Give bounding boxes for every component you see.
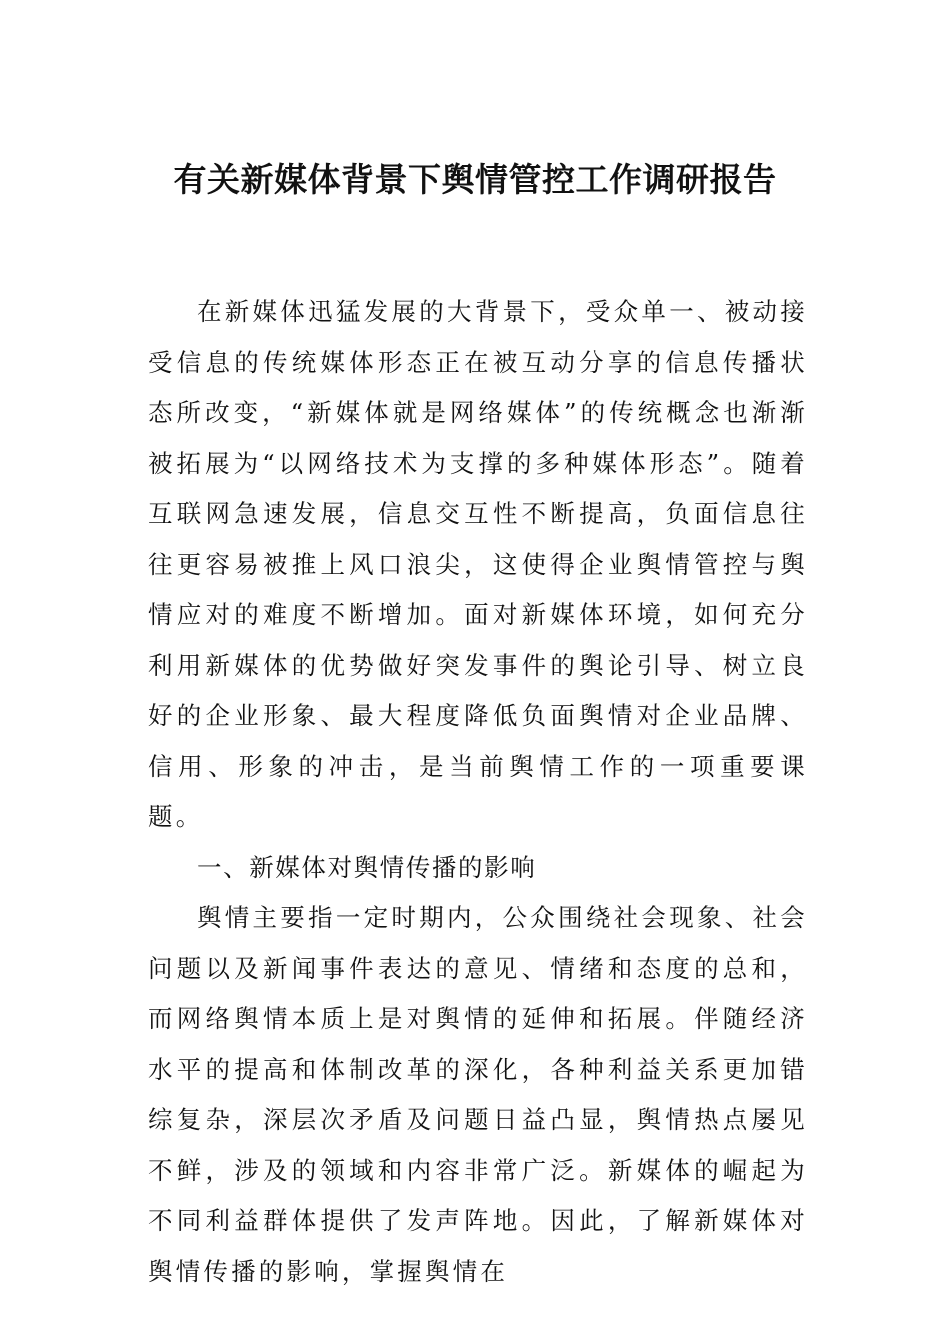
section-heading-1: 一、新媒体对舆情传播的影响 — [197, 852, 537, 882]
document-title: 有关新媒体背景下舆情管控工作调研报告 — [173, 160, 777, 199]
paragraph-intro: 在新媒体迅猛发展的大背景下，受众单一、被动接受信息的传统媒体形态正在被互动分享的信息传播状态所改变，“新媒体就是网络媒体”的传统概念也渐渐被拓展为“以网络技术为支撑的多种媒体形态”。随着互联网急速发展，信息交互性不断提高，负面信息往往更容易被推上风口浪尖，这使得企业舆情管控与舆情应对的难度不断增加。面对新媒体环境，如何充分利用新媒体的优势做好突发事件的舆论引导、树立良好的企业形象、最大程度降低负面舆情对企业品牌、信用、形象的冲击，是当前舆情工作的一项重要课题。 — [148, 297, 808, 831]
paragraph-section-1: 舆情主要指一定时期内，公众围绕社会现象、社会问题以及新闻事件表达的意见、情绪和态度的总和，而网络舆情本质上是对舆情的延伸和拓展。伴随经济水平的提高和体制改革的深化，各种利益关系更加错综复杂，深层次矛盾及问题日益凸显，舆情热点屡见不鲜，涉及的领域和内容非常广泛。新媒体的崛起为不同利益群体提供了发声阵地。因此，了解新媒体对舆情传播的影响，掌握舆情在 — [148, 903, 808, 1286]
document-body — [148, 287, 808, 1297]
